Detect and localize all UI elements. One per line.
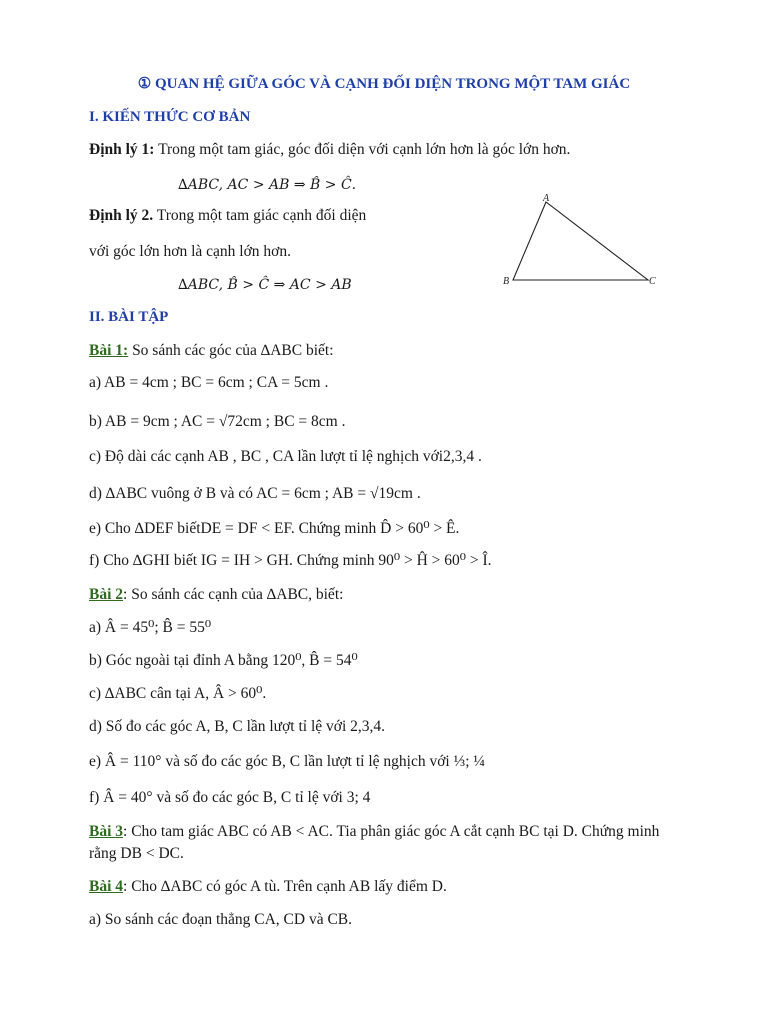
vertex-label-c: C — [649, 276, 656, 287]
exercise-4-label: Bài 4 — [89, 878, 124, 895]
exercise-1-label: Bài 1: — [89, 342, 129, 359]
exercise-1-item-a: a) AB = 4cm ; BC = 6cm ; CA = 5cm . — [89, 374, 329, 391]
exercise-4-item-a: a) So sánh các đoạn thẳng CA, CD và CB. — [89, 911, 353, 928]
theorem-1-text: Trong một tam giác, góc đối diện với cạnh lớn hơn là góc lớn hơn. — [154, 141, 571, 158]
theorem-2-label: Định lý 2. — [89, 207, 154, 224]
exercise-1-item-b: b) AB = 9cm ; AC = √72cm ; BC = 8cm . — [89, 413, 346, 430]
exercise-3-label: Bài 3 — [89, 823, 124, 840]
exercise-4-body: : Cho ∆ABC có góc A tù. Trên cạnh AB lấy điểm D. — [123, 878, 447, 895]
theorem-2 — [89, 206, 366, 226]
exercise-1-intro: So sánh các góc của ∆ABC biết: — [128, 342, 334, 359]
exercise-2-item-d: d) Số đo các góc A, B, C lần lượt tỉ lệ với 2,3,4. — [89, 718, 386, 735]
section-heading-basic: I. KIẾN THỨC CƠ BẢN — [89, 109, 251, 125]
exercise-2-intro: : So sánh các cạnh của ∆ABC, biết: — [123, 586, 344, 603]
exercise-4-text — [89, 877, 447, 897]
exercise-3-text — [89, 822, 659, 842]
exercise-2-item-e: e) Â = 110° và số đo các góc B, C lần lượt tỉ lệ nghịch với ⅓; ¼ — [89, 753, 486, 770]
theorem-1 — [89, 140, 570, 160]
vertex-label-b: B — [503, 276, 510, 287]
theorem-1-label: Định lý 1: — [89, 141, 155, 158]
theorem-1-formula: ∆ABC, AC > AB ⇒ B̂ > Ĉ. — [178, 177, 357, 193]
exercise-1-heading — [89, 341, 334, 361]
exercise-2-heading — [89, 585, 343, 605]
section-heading-exercises: II. BÀI TẬP — [89, 309, 169, 325]
page-title: ① QUAN HỆ GIỮA GÓC VÀ CẠNH ĐỐI DIỆN TRONG MỘT TAM GIÁC — [137, 76, 631, 92]
theorem-2-text: Trong một tam giác cạnh đối diện — [153, 207, 367, 224]
exercise-3-body: : Cho tam giác ABC có AB < AC. Tia phân giác góc A cắt cạnh BC tại D. Chứng minh — [123, 823, 660, 840]
theorem-2-text-cont: với góc lớn hơn là cạnh lớn hơn. — [89, 243, 291, 260]
exercise-2-item-f: f) Â = 40° và số đo các góc B, C tỉ lệ với 3; 4 — [89, 789, 371, 806]
theorem-2-formula: ∆ABC, B̂ > Ĉ ⇒ AC > AB — [178, 277, 352, 293]
triangle-abc — [513, 202, 648, 280]
exercise-2-item-c: c) ∆ABC cân tại A, Â > 60⁰. — [89, 685, 267, 702]
exercise-3-text-cont: rằng DB < DC. — [89, 845, 184, 862]
exercise-1-item-f: f) Cho ∆GHI biết IG = IH > GH. Chứng minh 90⁰ > Ĥ > 60⁰ > Î. — [89, 552, 492, 569]
exercise-1-item-e: e) Cho ∆DEF biếtDE = DF < EF. Chứng minh D̂ > 60⁰ > Ê. — [89, 520, 460, 537]
vertex-label-a: A — [543, 193, 550, 204]
exercise-1-item-d: d) ∆ABC vuông ở B và có AC = 6cm ; AB = √19cm . — [89, 485, 421, 502]
exercise-2-item-a: a) Â = 45⁰; B̂ = 55⁰ — [89, 619, 212, 636]
exercise-2-label: Bài 2 — [89, 586, 124, 603]
exercise-2-item-b: b) Góc ngoài tại đỉnh A bằng 120⁰, B̂ = 54⁰ — [89, 652, 358, 669]
exercise-1-item-c: c) Độ dài các cạnh AB , BC , CA lần lượt tỉ lệ nghịch với2,3,4 . — [89, 448, 482, 465]
triangle-figure — [495, 190, 665, 295]
